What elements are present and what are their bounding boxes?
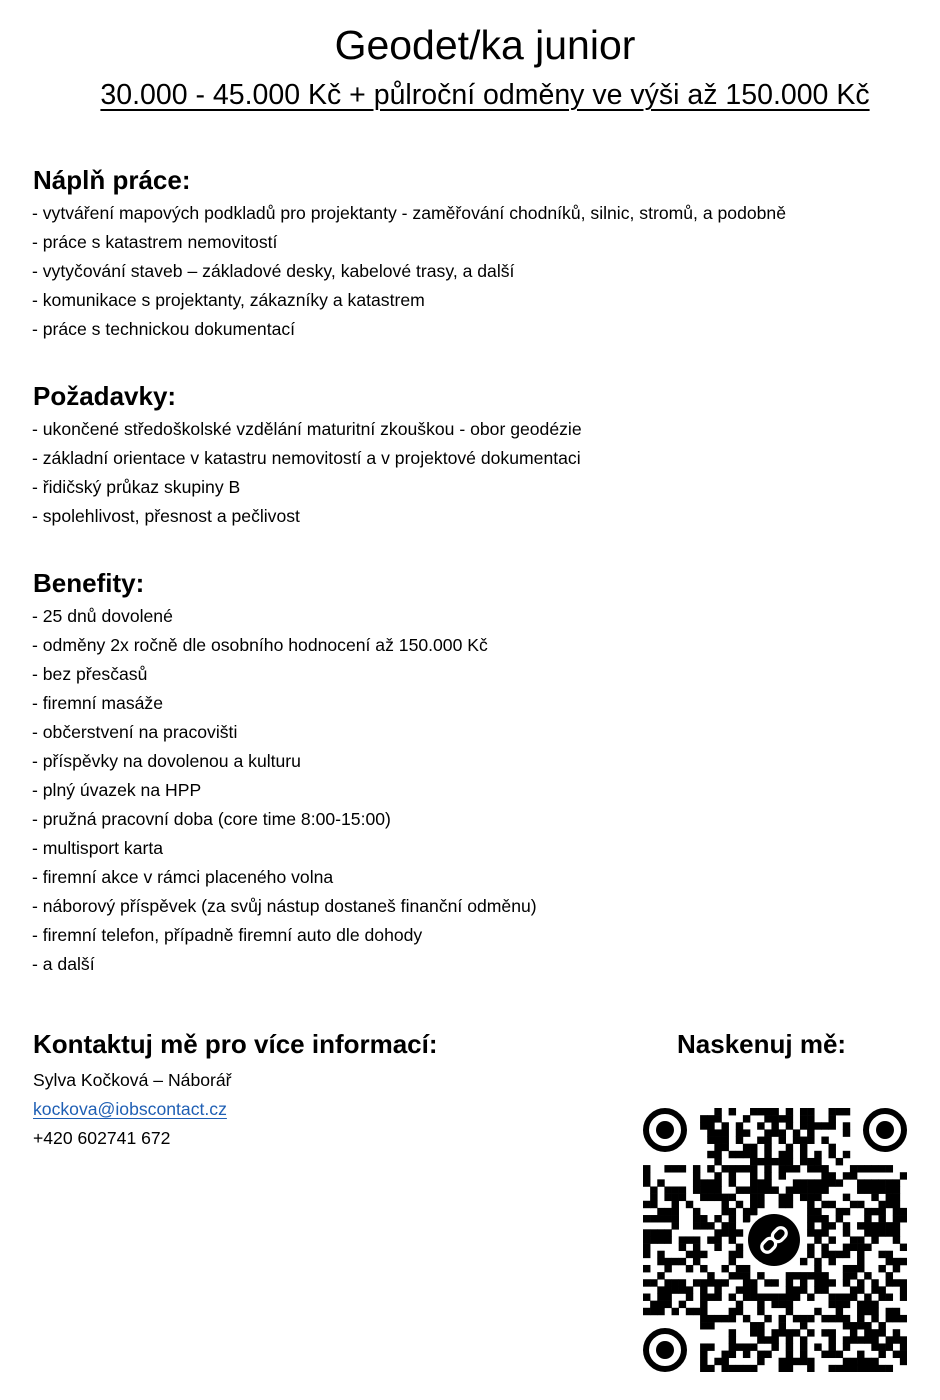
list-item: - bez přesčasů <box>32 664 148 684</box>
requirements-heading: Požadavky: <box>33 381 177 411</box>
list-item: - řidičský průkaz skupiny B <box>32 477 241 497</box>
contact-email-link[interactable]: kockova@iobscontact.cz <box>33 1099 227 1119</box>
list-item: - pružná pracovní doba (core time 8:00-15:00) <box>32 809 391 829</box>
list-item: - 25 dnů dovolené <box>32 606 173 626</box>
list-item: - práce s katastrem nemovitostí <box>32 232 278 252</box>
list-item: - plný úvazek na HPP <box>32 780 202 800</box>
list-item: - multisport karta <box>32 838 164 858</box>
qr-code[interactable] <box>643 1108 907 1372</box>
salary-line: 30.000 - 45.000 Kč + půlroční odměny ve výši až 150.000 Kč <box>100 79 870 111</box>
qr-finder-top-left <box>646 1111 684 1149</box>
list-item: - komunikace s projektanty, zákazníky a katastrem <box>32 290 425 310</box>
requirements-list <box>32 415 582 531</box>
list-item: - náborový příspěvek (za svůj nástup dostaneš finanční odměnu) <box>32 896 537 916</box>
duties-heading: Náplň práce: <box>33 165 191 195</box>
contact-name: Sylva Kočková – Náborář <box>33 1070 232 1090</box>
qr-finder-bottom-left <box>646 1331 684 1369</box>
list-item: - firemní telefon, případně firemní auto dle dohody <box>32 925 423 945</box>
list-item: - příspěvky na dovolenou a kulturu <box>32 751 301 771</box>
list-item: - a další <box>32 954 95 974</box>
list-item: - základní orientace v katastru nemovitostí a v projektové dokumentaci <box>32 448 581 468</box>
list-item: - občerstvení na pracovišti <box>32 722 238 742</box>
qr-heading: Naskenuj mě: <box>677 1029 847 1059</box>
link-icon <box>744 1210 804 1270</box>
list-item: - odměny 2x ročně dle osobního hodnocení až 150.000 Kč <box>32 635 488 655</box>
benefits-heading: Benefity: <box>33 568 145 598</box>
contact-heading: Kontaktuj mě pro více informací: <box>33 1029 438 1059</box>
list-item: - firemní akce v rámci placeného volna <box>32 867 334 887</box>
benefits-list <box>32 602 537 979</box>
list-item: - firemní masáže <box>32 693 164 713</box>
list-item: - ukončené středoškolské vzdělání maturitní zkouškou - obor geodézie <box>32 419 582 439</box>
job-title: Geodet/ka junior <box>334 22 636 68</box>
list-item: - vytyčování staveb – základové desky, kabelové trasy, a další <box>32 261 515 281</box>
list-item: - práce s technickou dokumentací <box>32 319 296 339</box>
list-item: - vytváření mapových podkladů pro projektanty - zaměřování chodníků, silnic, stromů, a podobně <box>32 203 786 223</box>
list-item: - spolehlivost, přesnost a pečlivost <box>32 506 300 526</box>
qr-finder-top-right <box>866 1111 904 1149</box>
duties-list <box>32 199 786 344</box>
contact-phone: +420 602741 672 <box>33 1128 171 1148</box>
qr-code-image <box>643 1108 907 1372</box>
